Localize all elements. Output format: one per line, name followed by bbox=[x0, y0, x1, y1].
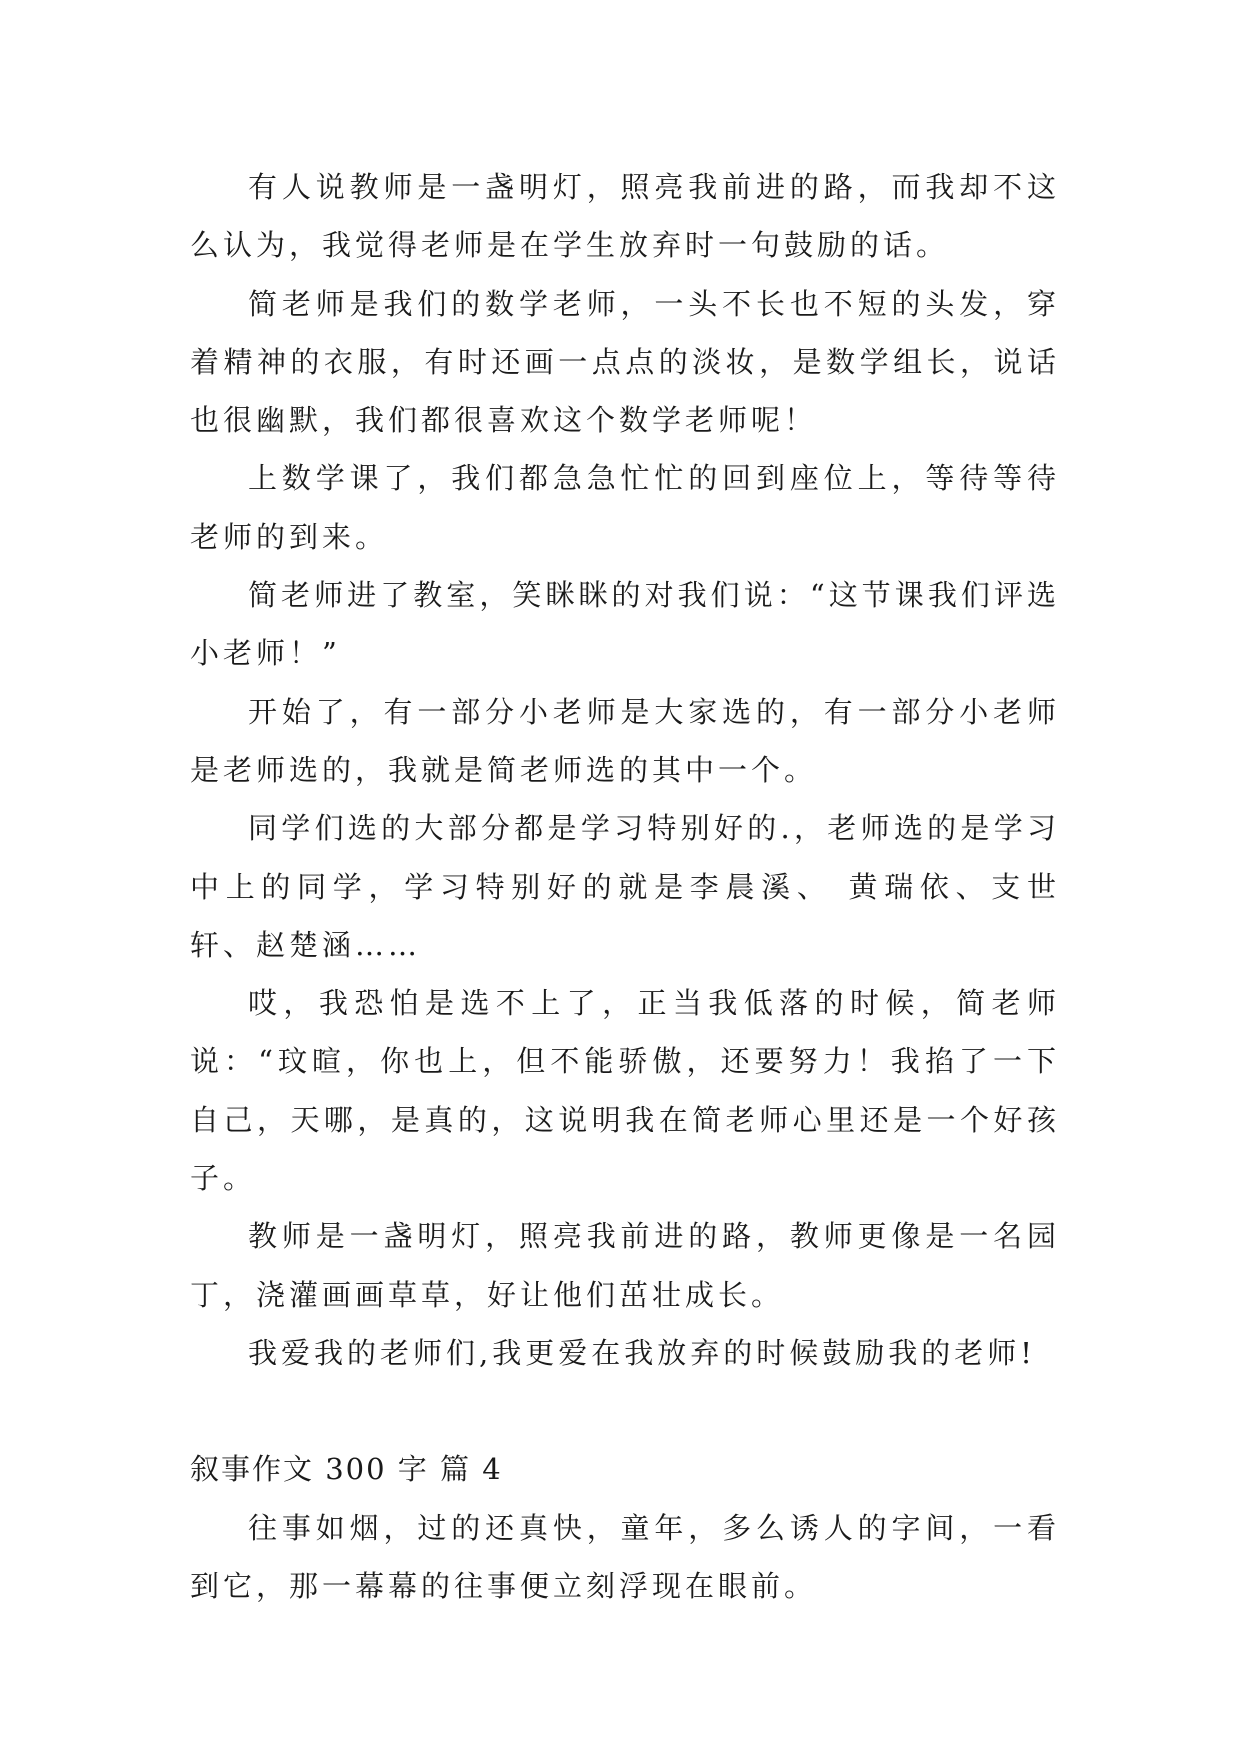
section-heading: 叙事作文 300 字 篇 4 bbox=[190, 1452, 503, 1487]
paragraph: 有人说教师是一盏明灯，照亮我前进的路，而我却不这么认为，我觉得老师是在学生放弃时一句鼓励的话。 bbox=[190, 170, 1060, 263]
paragraph: 简老师进了教室，笑眯眯的对我们说：“这节课我们评选小老师！” bbox=[190, 578, 1060, 671]
paragraph: 我爱我的老师们,我更爱在我放弃的时候鼓励我的老师! bbox=[248, 1335, 1036, 1370]
paragraph: 哎，我恐怕是选不上了，正当我低落的时候，简老师说：“玟暄，你也上，但不能骄傲，还要努力！我掐了一下自己，天哪，是真的，这说明我在简老师心里还是一个好孩子。 bbox=[190, 986, 1060, 1196]
paragraph: 上数学课了，我们都急急忙忙的回到座位上，等待等待老师的到来。 bbox=[190, 461, 1060, 554]
paragraph: 简老师是我们的数学老师，一头不长也不短的头发，穿着精神的衣服，有时还画一点点的淡妆，是数学组长，说话也很幽默，我们都很喜欢这个数学老师呢！ bbox=[190, 286, 1060, 438]
paragraph: 教师是一盏明灯，照亮我前进的路，教师更像是一名园丁，浇灌画画草草，好让他们茁壮成长。 bbox=[190, 1219, 1060, 1312]
paragraph: 往事如烟，过的还真快，童年，多么诱人的字间，一看到它，那一幕幕的往事便立刻浮现在眼前。 bbox=[190, 1510, 1060, 1603]
paragraph: 同学们选的大部分都是学习特别好的.，老师选的是学习中上的同学，学习特别好的就是李晨溪、 黄瑞依、支世轩、赵楚涵…… bbox=[190, 811, 1060, 962]
document-body bbox=[190, 158, 1060, 1615]
paragraph: 开始了，有一部分小老师是大家选的，有一部分小老师是老师选的，我就是简老师选的其中一个。 bbox=[190, 694, 1060, 787]
